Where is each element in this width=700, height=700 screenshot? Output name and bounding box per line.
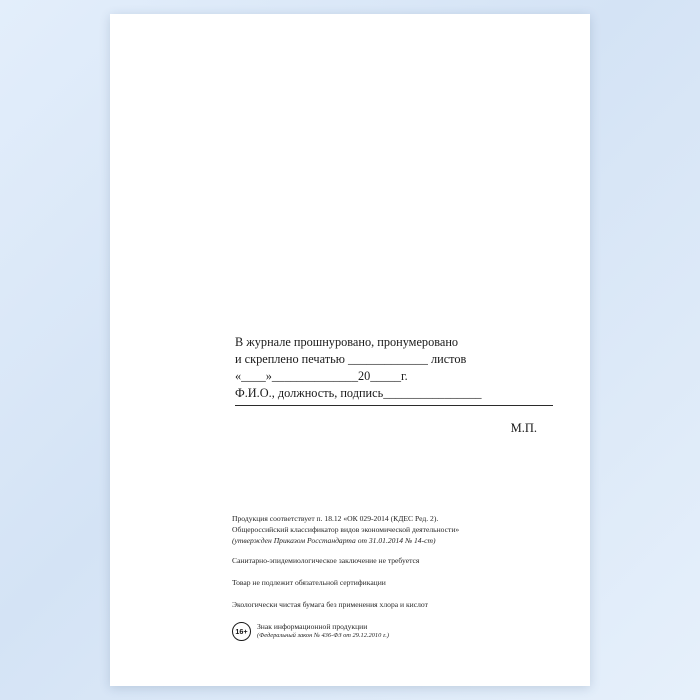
age-sign-title: Знак информационной продукции — [257, 621, 368, 631]
age-sign-text — [257, 622, 389, 641]
age-rating-row — [232, 622, 572, 641]
certification-line-2: и скреплено печатью _____________ листов — [235, 351, 467, 366]
stamp-mark: М.П. — [510, 420, 537, 435]
document-page — [110, 14, 590, 686]
certification-block — [235, 334, 565, 437]
footer-block — [232, 514, 572, 641]
footer-p1-line1: Продукция соответствует п. 18.12 «ОК 029-2014 (КДЕС Ред. 2). — [232, 514, 439, 523]
certification-line-1: В журнале прошнуровано, пронумеровано — [235, 335, 459, 349]
age-sign-law: (Федеральный закон № 436-ФЗ от 29.12.2010 г.) — [257, 631, 390, 639]
signature-rule — [235, 404, 553, 406]
footer-paragraph-4: Экологически чистая бумага без применения хлора и кислот — [232, 599, 428, 609]
footer-paragraph-2: Санитарно-эпидемиологическое заключение не требуется — [232, 556, 420, 566]
footer-p1-line2: Общероссийский классификатор видов экономической деятельности» — [232, 524, 460, 534]
footer-paragraph-1 — [232, 514, 572, 546]
certification-line-4: Ф.И.О., должность, подпись________________ — [235, 385, 482, 400]
footer-paragraph-3: Товар не подлежит обязательной сертификации — [232, 578, 386, 588]
age-rating-badge: 16+ — [232, 622, 251, 641]
certification-line-3: «____»______________20_____г. — [235, 368, 408, 383]
footer-p1-line3: (утвержден Приказом Росстандарта от 31.01.2014 № 14-ст) — [232, 535, 436, 545]
